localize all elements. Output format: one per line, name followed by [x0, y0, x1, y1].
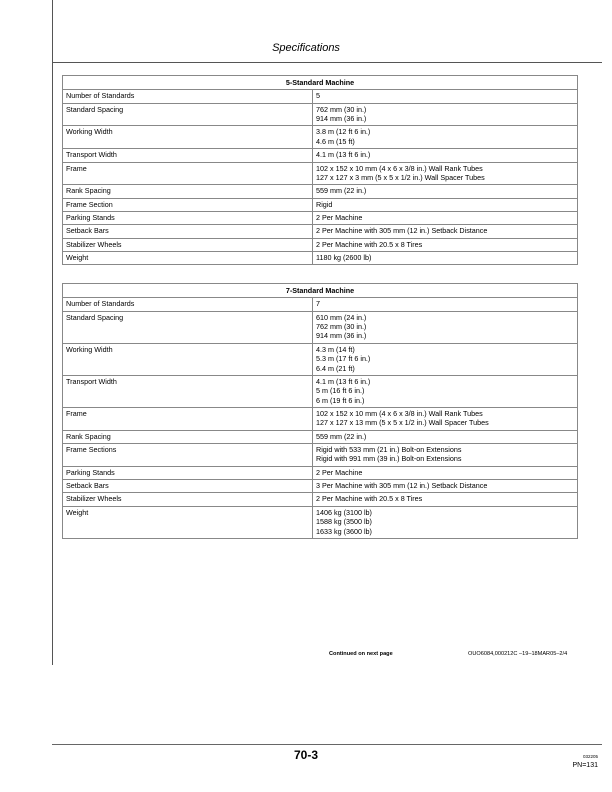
spec-value-line: 127 x 127 x 3 mm (5 x 5 x 1/2 in.) Wall Spacer Tubes [316, 172, 485, 182]
spec-value-line: 2 Per Machine with 20.5 x 8 Tires [316, 239, 423, 249]
table-row [63, 444, 578, 467]
spec-label: Frame [63, 407, 313, 430]
spec-value [313, 90, 578, 103]
spec-label: Working Width [63, 126, 313, 149]
table-row [63, 162, 578, 185]
spec-label: Stabilizer Wheels [63, 493, 313, 506]
spec-label: Frame Section [63, 198, 313, 211]
spec-value [313, 311, 578, 343]
spec-value-line: 1633 kg (3600 lb) [316, 526, 372, 536]
spec-value [313, 198, 578, 211]
spec-value-line: 1180 kg (2600 lb) [316, 253, 372, 263]
spec-value-line: 762 mm (30 in.) [316, 104, 367, 114]
table-row [63, 211, 578, 224]
spec-value-line: 2 Per Machine [316, 467, 363, 477]
spec-label: Weight [63, 252, 313, 265]
continued-note: Continued on next page [329, 651, 393, 657]
table-row [63, 126, 578, 149]
table-row [63, 149, 578, 162]
spec-value-line: 1588 kg (3500 lb) [316, 517, 372, 527]
spec-value-line: 5 [316, 91, 320, 101]
spec-value-line: 914 mm (36 in.) [316, 114, 367, 124]
spec-value-line: 6.4 m (21 ft) [316, 363, 355, 373]
spec-value [313, 375, 578, 407]
spec-value-line: 4.1 m (13 ft 6 in.) [316, 150, 371, 160]
spec-value [313, 211, 578, 224]
spec-value [313, 444, 578, 467]
spec-value-line: 2 Per Machine [316, 212, 363, 222]
spec-value-line: 2 Per Machine with 20.5 x 8 Tires [316, 494, 423, 504]
spec-label: Setback Bars [63, 480, 313, 493]
spec-table-7-standard [62, 283, 578, 539]
spec-value [313, 238, 578, 251]
spec-value-line: 5 m (16 ft 6 in.) [316, 386, 365, 396]
table-row [63, 311, 578, 343]
table-row [63, 298, 578, 311]
table-row [63, 480, 578, 493]
spec-value-line: 559 mm (22 in.) [316, 186, 367, 196]
spec-label: Number of Standards [63, 90, 313, 103]
doc-date-code: 032205 [582, 754, 598, 759]
table-row [63, 506, 578, 538]
spec-value-line: 2 Per Machine with 305 mm (12 in.) Setback Distance [316, 226, 488, 236]
spec-value-line: Rigid with 991 mm (39 in.) Bolt-on Extensions [316, 454, 462, 464]
spec-value-line: 762 mm (30 in.) [316, 322, 367, 332]
spec-label: Rank Spacing [63, 185, 313, 198]
spec-value-line: 6 m (19 ft 6 in.) [316, 395, 365, 405]
table-header-row [63, 284, 578, 298]
spec-label: Number of Standards [63, 298, 313, 311]
spec-value [313, 252, 578, 265]
spec-label: Rank Spacing [63, 430, 313, 443]
spec-value [313, 506, 578, 538]
footer-rule [52, 744, 602, 745]
spec-table-5-standard [62, 75, 578, 265]
spec-value-line: 7 [316, 299, 320, 309]
spec-value [313, 407, 578, 430]
spec-label: Standard Spacing [63, 311, 313, 343]
spec-value [313, 162, 578, 185]
table-row [63, 252, 578, 265]
spec-value-line: 3.8 m (12 ft 6 in.) [316, 127, 371, 137]
table-row [63, 198, 578, 211]
table-row [63, 466, 578, 479]
table-row [63, 103, 578, 126]
table-row [63, 225, 578, 238]
spec-value-line: 610 mm (24 in.) [316, 312, 367, 322]
spec-label: Working Width [63, 343, 313, 375]
spec-value [313, 466, 578, 479]
spec-label: Setback Bars [63, 225, 313, 238]
spec-label: Transport Width [63, 375, 313, 407]
spec-value [313, 225, 578, 238]
spec-value [313, 298, 578, 311]
table-header-row [63, 76, 578, 90]
spec-value-line: Rigid [316, 199, 333, 209]
table-row [63, 343, 578, 375]
spec-value [313, 126, 578, 149]
spec-value-line: 3 Per Machine with 305 mm (12 in.) Setback Distance [316, 481, 488, 491]
spec-value-line: 127 x 127 x 13 mm (5 x 5 x 1/2 in.) Wall Spacer Tubes [316, 418, 489, 428]
document-code: OUO6084,000212C –19–18MAR05–2/4 [468, 651, 568, 657]
spec-value-line: 559 mm (22 in.) [316, 431, 367, 441]
table-row [63, 90, 578, 103]
spec-value-line: Rigid with 533 mm (21 in.) Bolt-on Extensions [316, 445, 462, 455]
spec-value [313, 430, 578, 443]
spec-value [313, 103, 578, 126]
spec-label: Parking Stands [63, 211, 313, 224]
pn-number: PN=131 [572, 762, 598, 769]
spec-value-line: 102 x 152 x 10 mm (4 x 6 x 3/8 in.) Wall Rank Tubes [316, 163, 483, 173]
spec-value [313, 149, 578, 162]
spec-value-line: 4.6 m (15 ft) [316, 136, 355, 146]
spec-value-line: 1406 kg (3100 lb) [316, 507, 372, 517]
page-title: Specifications [272, 42, 340, 54]
spec-value [313, 480, 578, 493]
spec-value-line: 102 x 152 x 10 mm (4 x 6 x 3/8 in.) Wall Rank Tubes [316, 408, 483, 418]
spec-label: Transport Width [63, 149, 313, 162]
spec-label: Stabilizer Wheels [63, 238, 313, 251]
spec-value-line: 5.3 m (17 ft 6 in.) [316, 354, 371, 364]
spec-value [313, 343, 578, 375]
table-heading: 7-Standard Machine [63, 284, 578, 298]
spec-label: Frame Sections [63, 444, 313, 467]
table-row [63, 238, 578, 251]
spec-value-line: 4.1 m (13 ft 6 in.) [316, 376, 371, 386]
spec-label: Frame [63, 162, 313, 185]
table-row [63, 185, 578, 198]
table-row [63, 430, 578, 443]
page-number: 70-3 [293, 748, 319, 762]
spec-value-line: 914 mm (36 in.) [316, 331, 367, 341]
spec-label: Parking Stands [63, 466, 313, 479]
spec-label: Weight [63, 506, 313, 538]
table-row [63, 375, 578, 407]
table-row [63, 493, 578, 506]
table-row [63, 407, 578, 430]
spec-value-line: 4.3 m (14 ft) [316, 344, 355, 354]
spec-value [313, 493, 578, 506]
spec-value [313, 185, 578, 198]
table-heading: 5-Standard Machine [63, 76, 578, 90]
spec-label: Standard Spacing [63, 103, 313, 126]
